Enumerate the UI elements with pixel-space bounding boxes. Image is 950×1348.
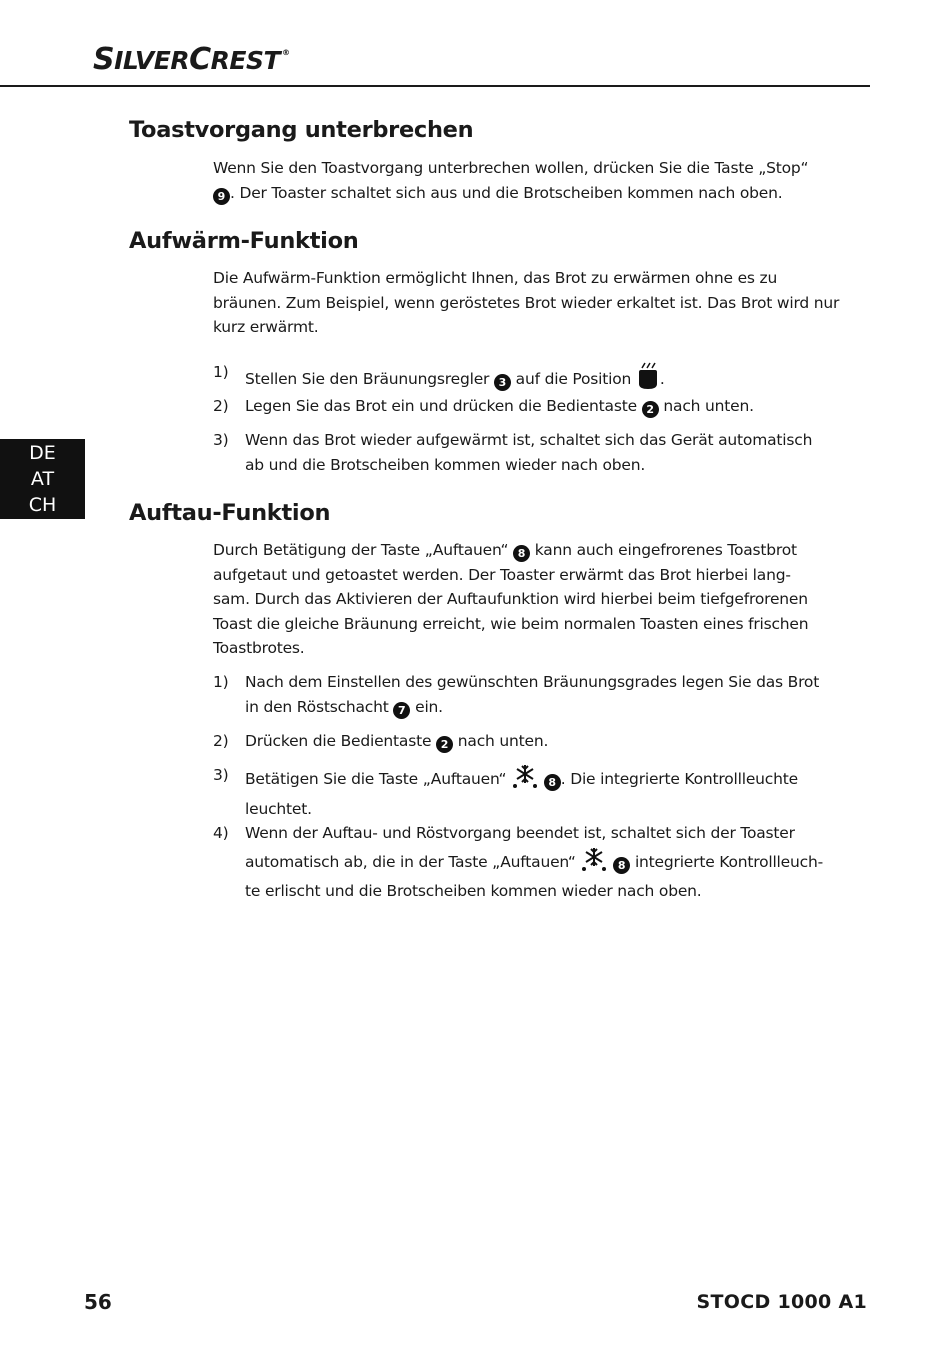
step-line: Wenn das Brot wieder aufgewärmt ist, schaltet sich das Gerät automatisch [245, 431, 813, 449]
step-text-part: Betätigen Sie die Taste „Auftauen“ [245, 770, 512, 788]
brand-text-ilver: ILVER [114, 46, 190, 75]
step-line [245, 846, 823, 880]
paragraph-line: Toast die gleiche Bräunung erreicht, wie beim normalen Toasten eines frischen [213, 614, 809, 633]
brand-text-rest: REST [210, 46, 280, 75]
paragraph-line [213, 181, 808, 206]
step-number: 3) [213, 431, 229, 449]
step-text-part: nach unten. [658, 397, 754, 415]
language-tab [0, 439, 85, 519]
step-text-part: . Die integrierte Kontrollleuchte [560, 770, 798, 788]
step-text-part: Stellen Sie den Bräunungsregler [245, 370, 494, 388]
step-number: 1) [213, 363, 229, 381]
paragraph-line: sam. Durch das Aktivieren der Auftaufunktion wird hierbei beim tiefgefrorenen [213, 590, 808, 608]
step-text [245, 394, 754, 419]
brand-letter-c: C [189, 42, 211, 77]
step-text-part: integrierte Kontrollleuch- [630, 852, 823, 871]
step-line [245, 763, 798, 797]
step-text [245, 763, 798, 821]
step-line: Nach dem Einstellen des gewünschten Bräunungsgrades legen Sie das Brot [245, 673, 820, 691]
language-de: DE [29, 442, 56, 464]
section-paragraph-auftau [213, 538, 808, 661]
section-paragraph-aufwaerm [213, 266, 839, 340]
section-paragraph-toastvorgang [213, 156, 808, 205]
paragraph-line: Die Aufwärm-Funktion ermöglicht Ihnen, das Brot zu erwärmen ohne es zu [213, 269, 778, 287]
part-badge: 7 [393, 702, 410, 719]
step-text-part: in den Röstschacht [245, 697, 394, 716]
paragraph-line: Wenn Sie den Toastvorgang unterbrechen wollen, drücken Sie die Taste „Stop“ [213, 159, 809, 177]
step-text-part: nach unten. [453, 732, 549, 750]
step-text-part: Legen Sie das Brot ein und drücken die Bedientaste [245, 397, 642, 415]
registered-mark: ® [282, 48, 290, 57]
brand-letter-s: S [93, 42, 115, 77]
step-line: ab und die Brotscheiben kommen wieder nach oben. [245, 455, 646, 474]
part-badge: 8 [544, 774, 561, 791]
part-badge: 2 [436, 736, 453, 753]
paragraph-line: bräunen. Zum Beispiel, wenn geröstetes Brot wieder erkaltet ist. Das Brot wird nur [213, 293, 840, 312]
part-badge: 3 [494, 374, 511, 391]
step-text-part: auf die Position [510, 370, 636, 388]
language-ch: CH [28, 494, 57, 516]
section-title-auftau: Auftau-Funktion [129, 500, 331, 526]
step-line: te erlischt und die Brotscheiben kommen wieder nach oben. [245, 882, 702, 900]
step-line [245, 695, 819, 720]
step-number: 2) [213, 397, 229, 415]
step-text [245, 821, 823, 904]
step-text-part: . [659, 370, 665, 388]
pot-with-steam-icon [636, 360, 660, 398]
part-badge: 2 [642, 401, 659, 418]
language-at: AT [30, 468, 55, 490]
paragraph-line: Toastbrotes. [213, 639, 305, 657]
step-number: 1) [213, 673, 229, 691]
step-text-part: Drücken die Bedientaste [245, 732, 437, 750]
paragraph-text: . Der Toaster schaltet sich aus und die Brotscheiben kommen nach oben. [230, 183, 783, 202]
section-title-toastvorgang: Toastvorgang unterbrechen [129, 117, 474, 143]
step-line: leuchtet. [245, 799, 312, 818]
paragraph-line [213, 538, 808, 563]
brand-logo [93, 42, 290, 77]
part-badge: 8 [613, 857, 630, 874]
step-number: 4) [213, 824, 229, 842]
step-text [245, 729, 548, 754]
part-badge: 8 [513, 545, 530, 562]
step-line: Wenn der Auftau- und Röstvorgang beendet ist, schaltet sich der Toaster [245, 824, 795, 842]
model-name: STOCD 1000 A1 [696, 1291, 867, 1313]
part-badge: 9 [213, 188, 230, 205]
step-text [245, 428, 812, 477]
step-text-part: ein. [410, 697, 443, 716]
step-text [245, 360, 665, 398]
snowflake-defrost-icon [580, 846, 608, 880]
paragraph-line: kurz erwärmt. [213, 318, 319, 336]
paragraph-text: Durch Betätigung der Taste „Auftauen“ [213, 541, 514, 559]
step-text [245, 670, 819, 719]
step-number: 2) [213, 732, 229, 750]
step-number: 3) [213, 766, 229, 784]
step-text-part: automatisch ab, die in der Taste „Auftauen“ [245, 852, 581, 871]
snowflake-defrost-icon [511, 763, 539, 797]
page-number: 56 [84, 1290, 112, 1314]
paragraph-line: aufgetaut und getoastet werden. Der Toaster erwärmt das Brot hierbei lang- [213, 565, 791, 584]
header-rule [0, 85, 870, 87]
section-title-aufwaerm: Aufwärm-Funktion [129, 228, 359, 254]
paragraph-text: kann auch eingefrorenes Toastbrot [530, 541, 797, 559]
